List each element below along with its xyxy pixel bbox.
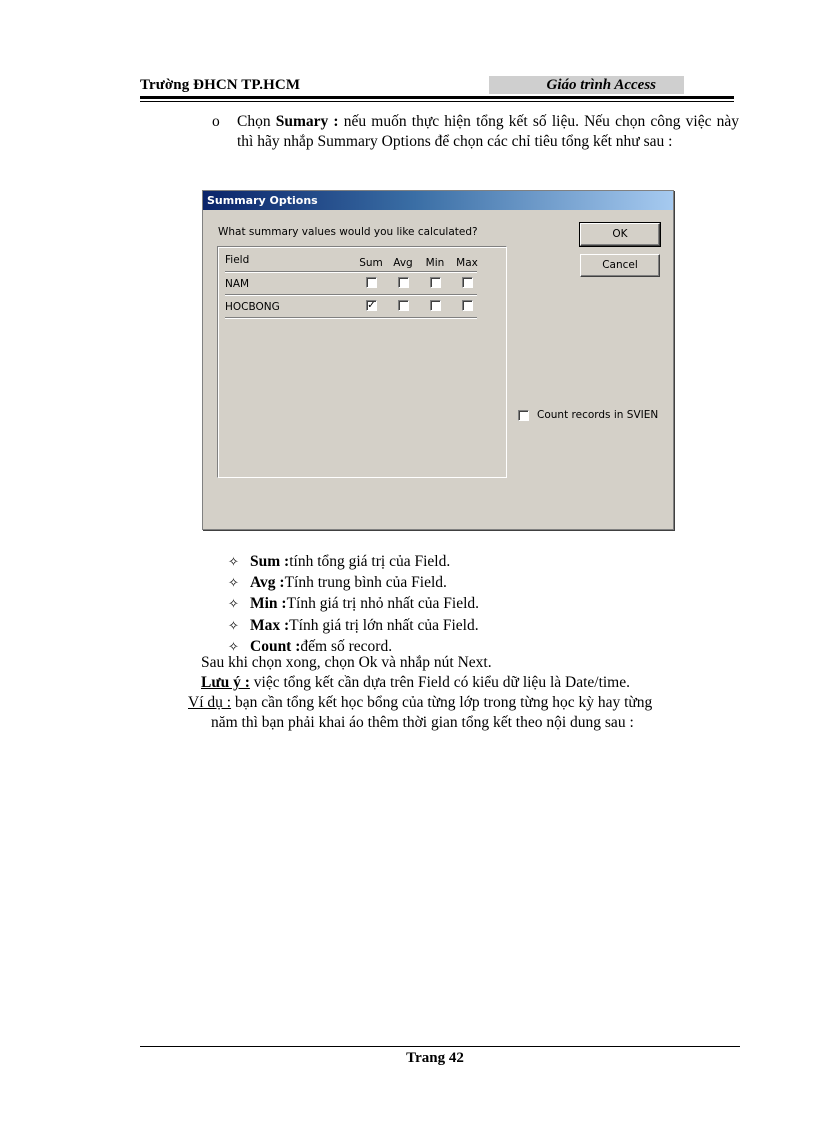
four-point-star-icon: ✧	[228, 618, 239, 634]
summary-options-list	[228, 552, 479, 658]
checkbox-hocbong-min[interactable]	[430, 300, 441, 311]
dialog-title: Summary Options	[203, 191, 673, 210]
row-label-hocbong: HOCBONG	[225, 301, 280, 313]
checkbox-hocbong-max[interactable]	[462, 300, 473, 311]
checkbox-nam-sum[interactable]	[366, 277, 377, 288]
list-desc: Tính giá trị nhỏ nhất của Field.	[286, 595, 480, 613]
example-line	[188, 693, 739, 713]
checkbox-nam-max[interactable]	[462, 277, 473, 288]
header-course-title: Giáo trình Access	[489, 76, 684, 94]
note-line	[201, 673, 630, 693]
header-school: Trường ĐHCN TP.HCM	[140, 76, 301, 93]
header-rule-thick	[140, 96, 734, 99]
footer-rule	[140, 1046, 740, 1047]
bullet-marker: o	[212, 113, 220, 130]
list-item	[228, 573, 479, 594]
column-header-max: Max	[456, 257, 478, 269]
cancel-button[interactable]: Cancel	[580, 254, 660, 277]
four-point-star-icon: ✧	[228, 597, 239, 613]
count-records-label: Count records in SVIEN	[537, 409, 659, 421]
column-header-sum: Sum	[359, 257, 383, 269]
intro-prefix: Chọn	[237, 113, 276, 130]
four-point-star-icon: ✧	[228, 639, 239, 655]
list-term: Min :	[250, 595, 287, 613]
header-divider	[225, 271, 477, 273]
list-desc: Tính giá trị lớn nhất của Field.	[289, 616, 479, 634]
instruction-line: Sau khi chọn xong, chọn Ok và nhắp nút Next.	[201, 654, 492, 671]
summary-options-dialog	[202, 190, 674, 530]
ok-button[interactable]: OK	[580, 223, 660, 246]
example-label: Ví dụ :	[188, 694, 232, 711]
row-label-nam: NAM	[225, 278, 250, 290]
checkbox-hocbong-sum[interactable]: ✓	[367, 300, 376, 311]
note-label: Lưu ý :	[201, 674, 250, 691]
list-desc: Tính trung bình của Field.	[284, 574, 447, 592]
column-header-min: Min	[425, 257, 445, 269]
field-column-header: Field	[225, 254, 250, 266]
count-records-option[interactable]	[518, 409, 658, 421]
intro-paragraph	[237, 112, 739, 151]
example-line-continued: năm thì bạn phải khai áo thêm thời gian tổng kết theo nội dung sau :	[211, 714, 634, 731]
checkbox-nam-min[interactable]	[430, 277, 441, 288]
intro-text: nếu muốn thực hiện tổng kết số liệu. Nếu chọn công việc này thì hãy nhắp Summary Options để chọn các chỉ tiêu tổng kết như sau :	[237, 113, 739, 150]
column-header-avg: Avg	[393, 257, 413, 269]
list-item	[228, 552, 479, 573]
list-term: Sum :	[250, 553, 290, 570]
row-divider	[225, 317, 477, 319]
row-divider	[225, 294, 477, 296]
page-header	[140, 76, 734, 94]
header-rule-thin	[140, 101, 734, 102]
list-term: Max :	[250, 616, 290, 634]
list-desc: tính tổng giá trị của Field.	[289, 553, 451, 570]
list-term: Count :	[250, 637, 301, 655]
list-item	[228, 616, 479, 637]
list-item	[228, 594, 479, 615]
note-text: việc tổng kết cần dựa trên Field có kiểu dữ liệu là Date/time.	[249, 674, 630, 691]
field-panel	[217, 246, 507, 478]
list-desc: đếm số record.	[300, 637, 393, 655]
page-number: Trang 42	[406, 1050, 464, 1066]
list-term: Avg :	[250, 574, 285, 592]
dialog-question: What summary values would you like calculated?	[218, 226, 478, 238]
checkbox-hocbong-avg[interactable]	[398, 300, 409, 311]
intro-keyword: Sumary :	[275, 113, 339, 130]
four-point-star-icon: ✧	[228, 555, 239, 570]
checkbox-nam-avg[interactable]	[398, 277, 409, 288]
four-point-star-icon: ✧	[228, 576, 239, 592]
example-text: bạn cần tổng kết học bổng của từng lớp trong từng học kỳ hay từng	[231, 694, 653, 711]
checkbox-count-records[interactable]	[518, 410, 529, 421]
